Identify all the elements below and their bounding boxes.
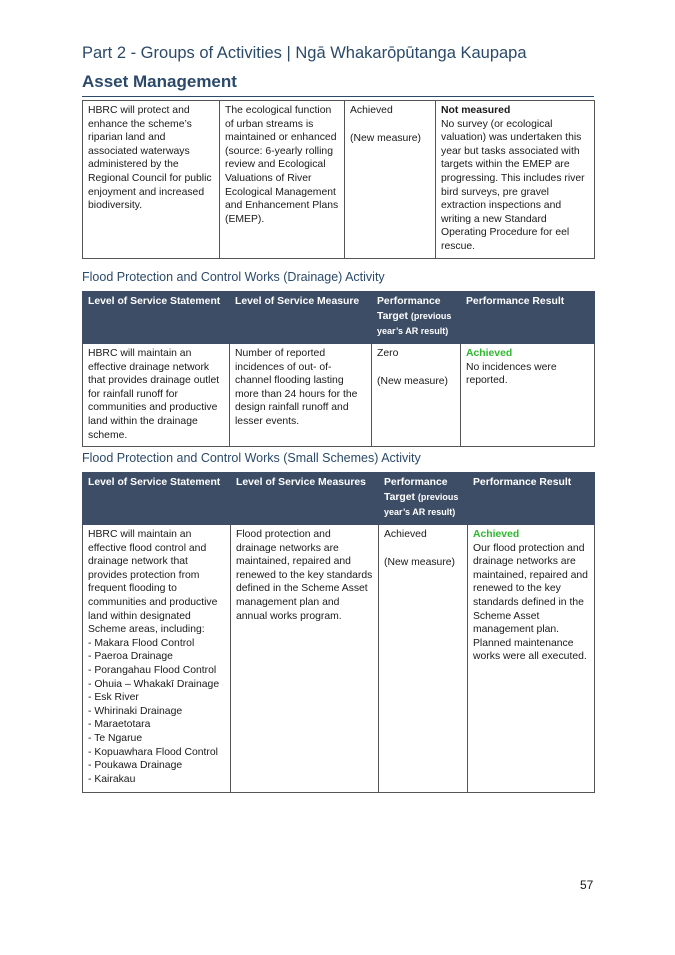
spacer (377, 361, 455, 375)
target-cell (372, 344, 461, 447)
scheme-item: - Kopuawhara Flood Control (88, 746, 218, 758)
section-title: Asset Management (82, 72, 237, 91)
table-row (83, 344, 595, 447)
result-cell (461, 344, 595, 447)
result-cell (468, 525, 595, 793)
header-target-label: Performance Target (384, 477, 448, 503)
spacer (350, 118, 430, 132)
scheme-item: - Makara Flood Control (88, 637, 195, 649)
header-target-sub: (previous year’s AR result) (377, 311, 452, 336)
target-value: Achieved (384, 529, 427, 540)
statement-intro: HBRC will maintain an effective flood control and drainage network that provides protection from frequent flooding to communities and productive land within designated Scheme areas, including: (88, 529, 218, 636)
table-header-row (83, 473, 595, 525)
header-measure: Level of Service Measures (231, 473, 379, 525)
measure-cell: The ecological function of urban streams is maintained or enhanced (source: 6-yearly rolling review and Ecological Valuations of River Ecological Management and Enhancement Plans (EMEP). (220, 101, 345, 259)
result-status: Achieved (473, 529, 520, 540)
scheme-item: - Maraetotara (88, 719, 151, 731)
statement-cell: HBRC will protect and enhance the scheme’s riparian land and associated waterways administered by the Regional Council for public enjoyment and increased biodiversity. (83, 101, 220, 259)
drainage-table (82, 291, 595, 447)
statement-cell (83, 525, 231, 793)
target-cell (379, 525, 468, 793)
statement-cell: HBRC will maintain an effective drainage network that provides drainage outlet for rainfall runoff for communities and productive land within the drainage scheme. (83, 344, 230, 447)
header-target (379, 473, 468, 525)
measure-cell: Flood protection and drainage networks are maintained, repaired and renewed to the key standards defined in the Scheme Asset management plan and annual works program. (231, 525, 379, 793)
result-text: No survey (or ecological valuation) was undertaken this year but tasks associated with targets within the EMEP are progressing. This includes river bird surveys, pre gravel extraction inspections and writing a new Standard Operating Procedure for eel rescue. (441, 118, 585, 252)
scheme-item: - Kairakau (88, 773, 136, 785)
measure-cell: Number of reported incidences of out- of-channel flooding lasting more than 24 hours for the design rainfall runoff and lesser events. (230, 344, 372, 447)
header-result: Performance Result (461, 292, 595, 344)
result-cell (436, 101, 595, 259)
header-result: Performance Result (468, 473, 595, 525)
result-status: Not measured (441, 105, 511, 116)
scheme-item: - Esk River (88, 692, 139, 704)
drainage-activity-heading: Flood Protection and Control Works (Drainage) Activity (82, 270, 385, 284)
small-schemes-activity-heading: Flood Protection and Control Works (Small Schemes) Activity (82, 451, 421, 465)
header-target-sub: (previous year’s AR result) (384, 492, 459, 517)
scheme-item: - Poukawa Drainage (88, 760, 183, 772)
scheme-item: - Whirinaki Drainage (88, 705, 183, 717)
header-target-label: Performance Target (377, 296, 441, 322)
scheme-item: - Ohuia – Whakakī Drainage (88, 678, 220, 690)
target-value: Zero (377, 348, 399, 359)
header-target (372, 292, 461, 344)
spacer (384, 542, 462, 556)
target-note: (New measure) (384, 556, 456, 568)
table-row (83, 525, 595, 793)
result-text: No incidences were reported. (466, 361, 557, 387)
section-divider (82, 96, 594, 97)
header-measure: Level of Service Measure (230, 292, 372, 344)
header-statement: Level of Service Statement (83, 292, 230, 344)
target-note: (New measure) (377, 375, 449, 387)
table-row (83, 101, 595, 259)
target-cell (345, 101, 436, 259)
scheme-item: - Paeroa Drainage (88, 651, 173, 663)
result-status: Achieved (466, 348, 513, 359)
table-header-row (83, 292, 595, 344)
small-schemes-table (82, 472, 595, 793)
asset-management-table (82, 100, 595, 259)
part-title: Part 2 - Groups of Activities | Ngā Whakarōpūtanga Kaupapa (82, 44, 527, 62)
page-number: 57 (580, 878, 594, 892)
header-statement: Level of Service Statement (83, 473, 231, 525)
target-value: Achieved (350, 105, 393, 116)
scheme-item: - Te Ngarue (88, 732, 143, 744)
result-text: Our flood protection and drainage networks are maintained, repaired and renewed to the key standards defined in the Scheme Asset management plan. Planned maintenance works were all executed. (473, 542, 588, 663)
scheme-item: - Porangahau Flood Control (88, 664, 217, 676)
target-note: (New measure) (350, 132, 422, 144)
